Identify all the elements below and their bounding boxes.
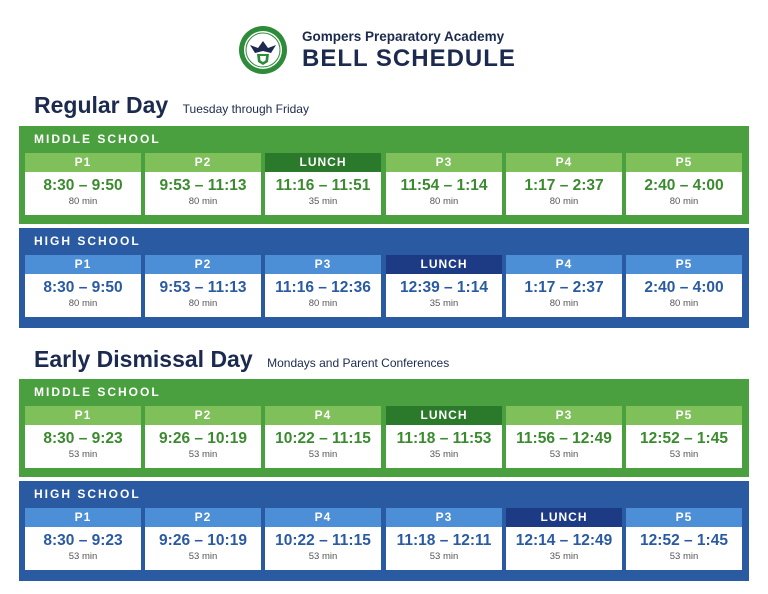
period-time: 9:26 – 10:19: [159, 532, 247, 549]
period-time: 1:17 – 2:37: [524, 177, 604, 194]
period-cell: [506, 255, 622, 317]
period-cell: [386, 508, 502, 570]
period-body: [386, 425, 502, 468]
section-title: Regular Day: [34, 92, 169, 118]
period-body: [506, 425, 622, 468]
period-duration: 53 min: [429, 551, 459, 562]
regular-middle-school-schedule: [19, 126, 749, 224]
period-duration: 53 min: [188, 449, 218, 460]
period-name: P4: [506, 255, 622, 274]
period-cell: [145, 255, 261, 317]
period-name: P4: [265, 406, 381, 425]
period-body: [506, 172, 622, 215]
period-name: P2: [145, 508, 261, 527]
period-duration: 35 min: [429, 449, 459, 460]
period-cell: [265, 406, 381, 468]
period-name: P1: [25, 406, 141, 425]
section-subtitle: Tuesday through Friday: [182, 102, 309, 116]
period-duration: 80 min: [429, 196, 459, 207]
period-name: P2: [145, 153, 261, 172]
period-duration: 80 min: [308, 298, 338, 309]
period-body: [386, 274, 502, 317]
period-duration: 80 min: [669, 196, 699, 207]
period-body: [626, 172, 742, 215]
period-duration: 53 min: [188, 551, 218, 562]
lunch-cell: [386, 255, 502, 317]
period-name: P1: [25, 255, 141, 274]
period-duration: 53 min: [669, 449, 699, 460]
period-name: LUNCH: [265, 153, 381, 172]
period-duration: 80 min: [549, 196, 579, 207]
period-body: [145, 274, 261, 317]
regular-high-school-schedule: [19, 228, 749, 328]
period-cell: [145, 406, 261, 468]
period-duration: 53 min: [68, 551, 98, 562]
block-label: HIGH SCHOOL: [34, 487, 141, 501]
period-time: 12:52 – 1:45: [640, 532, 728, 549]
period-body: [145, 425, 261, 468]
school-name: Gompers Preparatory Academy: [302, 29, 505, 44]
period-cell: [25, 508, 141, 570]
period-time: 11:18 – 11:53: [396, 430, 492, 447]
period-duration: 35 min: [429, 298, 459, 309]
period-duration: 35 min: [549, 551, 579, 562]
period-cell: [506, 406, 622, 468]
period-name: P5: [626, 255, 742, 274]
period-name: P4: [506, 153, 622, 172]
period-duration: 53 min: [308, 449, 338, 460]
period-time: 8:30 – 9:23: [43, 430, 123, 447]
period-body: [506, 527, 622, 570]
period-body: [626, 425, 742, 468]
early-dismissal-heading: [34, 346, 449, 373]
period-name: P1: [25, 153, 141, 172]
early-high-school-schedule: [19, 481, 749, 581]
block-label: MIDDLE SCHOOL: [34, 132, 161, 146]
period-duration: 35 min: [308, 196, 338, 207]
period-duration: 80 min: [669, 298, 699, 309]
period-body: [265, 172, 381, 215]
period-time: 9:53 – 11:13: [159, 177, 247, 194]
section-title: Early Dismissal Day: [34, 346, 253, 372]
section-subtitle: Mondays and Parent Conferences: [267, 356, 450, 370]
period-time: 11:18 – 12:11: [396, 532, 492, 549]
period-cell: [626, 153, 742, 215]
block-label: HIGH SCHOOL: [34, 234, 141, 248]
period-cell: [506, 153, 622, 215]
period-duration: 80 min: [549, 298, 579, 309]
period-body: [145, 527, 261, 570]
period-cell: [145, 153, 261, 215]
period-cell: [386, 153, 502, 215]
period-cell: [626, 508, 742, 570]
period-name: LUNCH: [386, 255, 502, 274]
period-name: P2: [145, 255, 261, 274]
document-title: BELL SCHEDULE: [302, 45, 516, 72]
period-duration: 80 min: [188, 298, 218, 309]
period-time: 12:39 – 1:14: [400, 279, 488, 296]
lunch-cell: [386, 406, 502, 468]
period-time: 2:40 – 4:00: [644, 279, 724, 296]
period-cell: [25, 153, 141, 215]
period-cell: [25, 406, 141, 468]
period-duration: 80 min: [188, 196, 218, 207]
period-name: P1: [25, 508, 141, 527]
period-name: P5: [626, 508, 742, 527]
period-name: P3: [386, 508, 502, 527]
period-body: [25, 527, 141, 570]
period-cell: [626, 406, 742, 468]
period-cell: [265, 255, 381, 317]
period-name: P4: [265, 508, 381, 527]
period-time: 11:16 – 12:36: [275, 279, 371, 296]
period-time: 12:52 – 1:45: [640, 430, 728, 447]
lunch-cell: [506, 508, 622, 570]
period-duration: 53 min: [68, 449, 98, 460]
period-duration: 80 min: [68, 298, 98, 309]
period-cell: [145, 508, 261, 570]
period-body: [626, 527, 742, 570]
period-duration: 53 min: [308, 551, 338, 562]
period-duration: 53 min: [669, 551, 699, 562]
period-time: 10:22 – 11:15: [275, 430, 371, 447]
period-body: [265, 527, 381, 570]
block-label: MIDDLE SCHOOL: [34, 385, 161, 399]
period-name: P3: [506, 406, 622, 425]
period-name: P2: [145, 406, 261, 425]
period-duration: 80 min: [68, 196, 98, 207]
period-time: 9:53 – 11:13: [159, 279, 247, 296]
period-body: [386, 527, 502, 570]
period-time: 8:30 – 9:23: [43, 532, 123, 549]
period-cell: [626, 255, 742, 317]
lunch-cell: [265, 153, 381, 215]
school-seal-icon: [238, 25, 288, 75]
period-time: 11:56 – 12:49: [516, 430, 612, 447]
period-body: [25, 172, 141, 215]
period-time: 8:30 – 9:50: [43, 177, 123, 194]
period-body: [265, 274, 381, 317]
period-duration: 53 min: [549, 449, 579, 460]
period-time: 10:22 – 11:15: [275, 532, 371, 549]
period-name: P3: [265, 255, 381, 274]
period-time: 12:14 – 12:49: [515, 532, 613, 549]
period-cell: [25, 255, 141, 317]
regular-day-heading: [34, 92, 309, 119]
period-body: [25, 274, 141, 317]
period-time: 11:16 – 11:51: [275, 177, 371, 194]
period-body: [626, 274, 742, 317]
period-name: LUNCH: [386, 406, 502, 425]
period-time: 9:26 – 10:19: [159, 430, 247, 447]
period-body: [386, 172, 502, 215]
period-name: P5: [626, 153, 742, 172]
period-cell: [265, 508, 381, 570]
period-body: [265, 425, 381, 468]
period-body: [25, 425, 141, 468]
period-time: 2:40 – 4:00: [644, 177, 724, 194]
period-time: 1:17 – 2:37: [524, 279, 604, 296]
period-time: 8:30 – 9:50: [43, 279, 123, 296]
period-body: [506, 274, 622, 317]
period-time: 11:54 – 1:14: [400, 177, 488, 194]
period-name: P3: [386, 153, 502, 172]
period-name: LUNCH: [506, 508, 622, 527]
header: [0, 24, 768, 80]
period-name: P5: [626, 406, 742, 425]
early-middle-school-schedule: [19, 379, 749, 477]
period-body: [145, 172, 261, 215]
